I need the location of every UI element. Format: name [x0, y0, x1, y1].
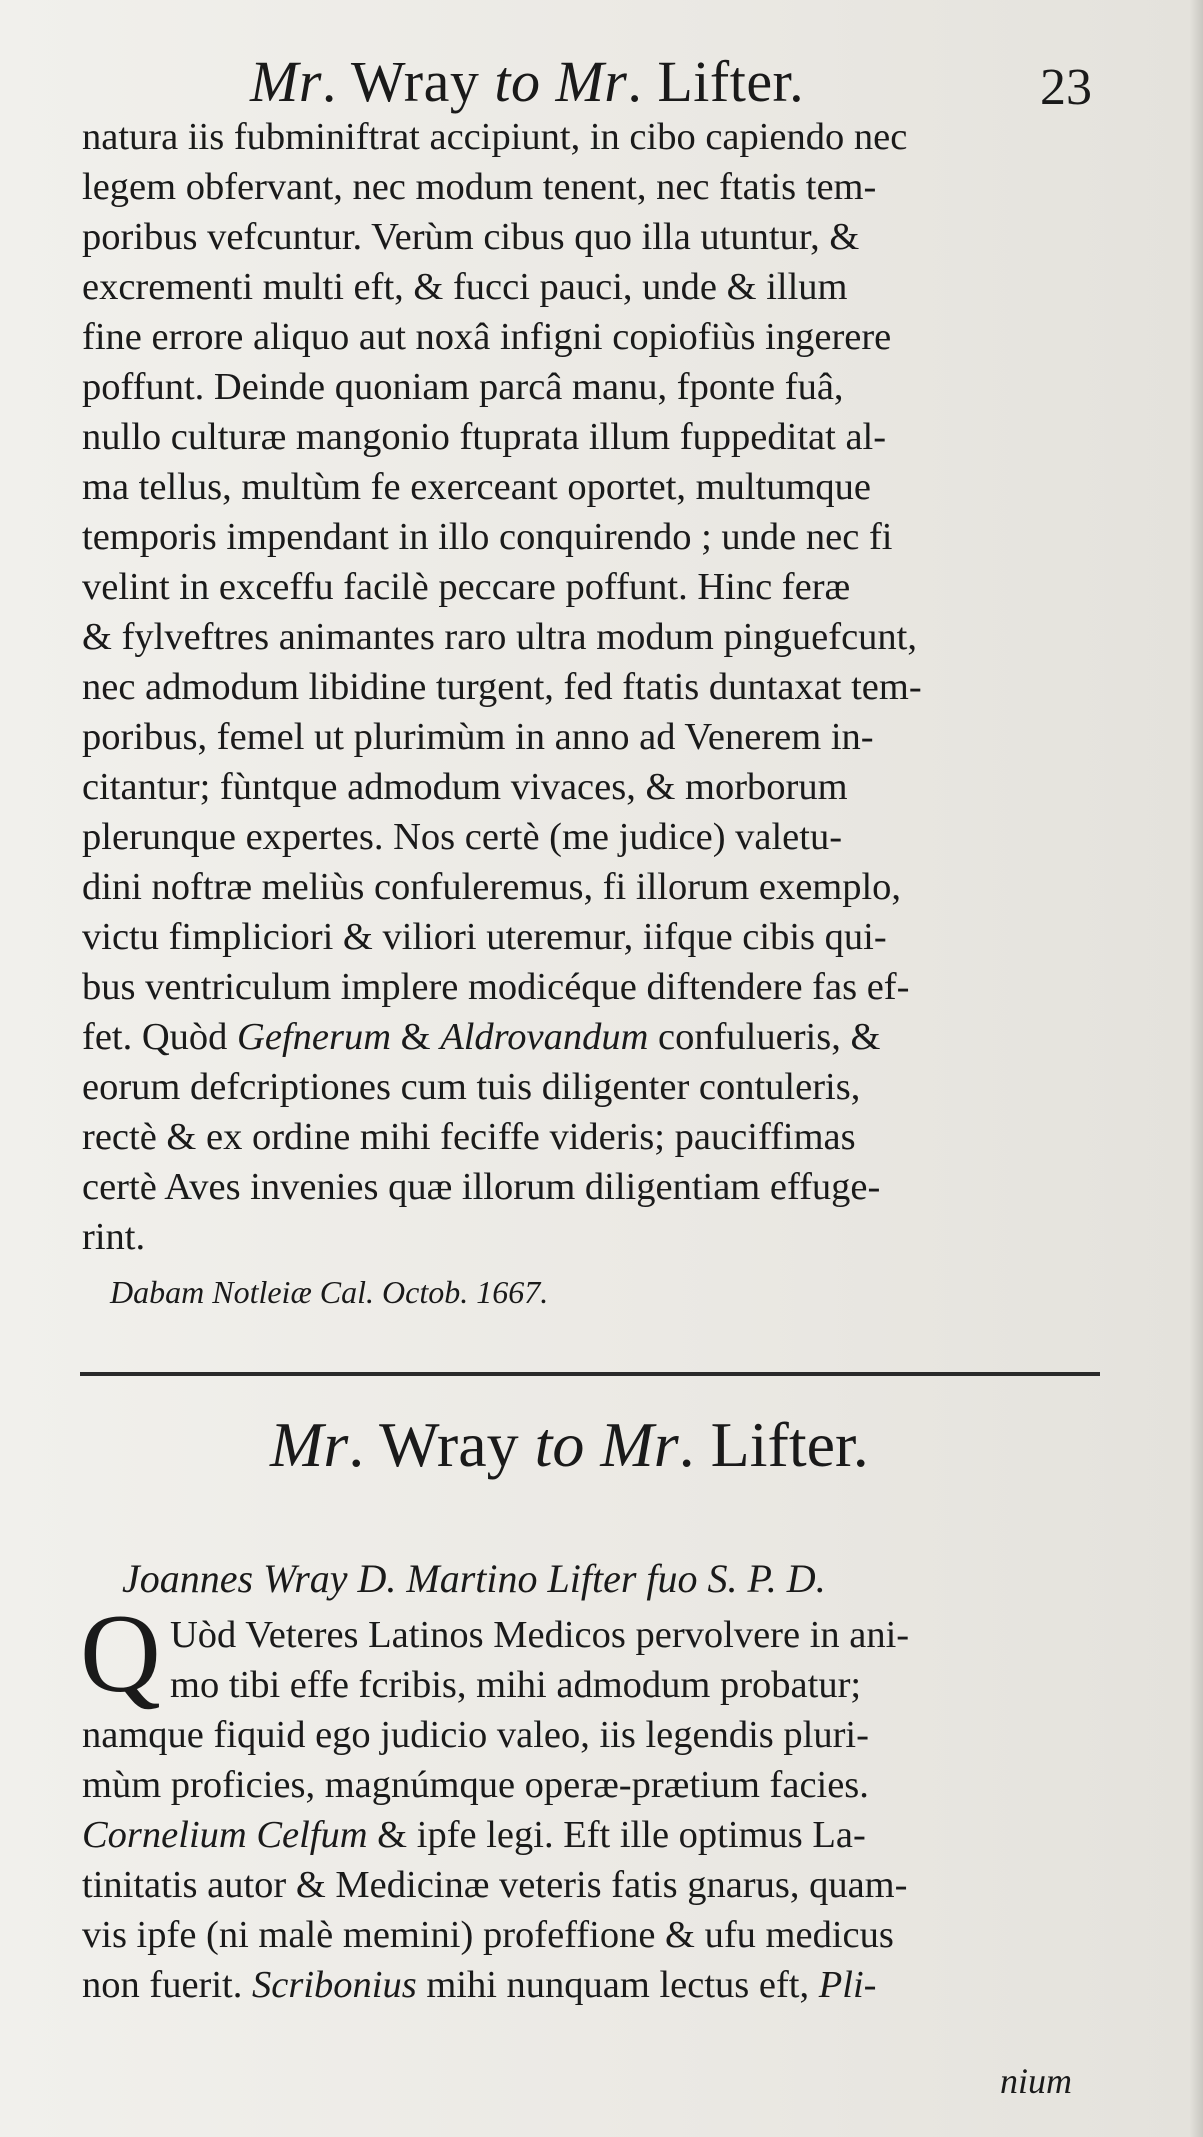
celsum-rest: & ipfe legi. Eft ille optimus La- — [367, 1814, 866, 1856]
drop-cap: Q — [80, 1592, 161, 1716]
text-line: rectè & ex ordine mihi feciffe videris; pauciffimas — [82, 1116, 856, 1158]
text-line: poribus vefcuntur. Verùm cibus quo illa utuntur, & — [82, 216, 860, 258]
text-line: mùm proficies, magnúmque operæ-prætium facies. — [82, 1764, 869, 1806]
text-line: legem obfervant, nec modum tenent, nec ftatis tem- — [82, 166, 877, 208]
catchword: nium — [1000, 2061, 1072, 2101]
text-line: excrementi multi eft, & fucci pauci, unde & illum — [82, 266, 848, 308]
text-line: tinitatis autor & Medicinæ veteris fatis gnarus, quam- — [82, 1864, 908, 1906]
running-head-to: to — [494, 49, 541, 114]
text-line: natura iis fubminiftrat accipiunt, in cibo capiendo nec — [82, 116, 908, 158]
scribonius-a: non fuerit. — [82, 1964, 252, 2006]
text-line: poffunt. Deinde quoniam parcâ manu, fponte fuâ, — [82, 366, 844, 408]
running-head-lister: . Lifter. — [627, 49, 805, 114]
text-line: bus ventriculum implere modicéque diftendere fas ef- — [82, 966, 910, 1008]
running-head-wray: . Wray — [321, 49, 495, 114]
text-line: Uòd Veteres Latinos Medicos pervolvere in ani- — [170, 1614, 910, 1656]
running-head-mr2: Mr — [555, 49, 628, 114]
scribonius-pli: Pli- — [818, 1964, 877, 2006]
text-line: certè Aves invenies quæ illorum diligentiam effuge- — [82, 1166, 881, 1208]
heading-mr1: Mr — [270, 1409, 349, 1480]
section-rule — [80, 1372, 1100, 1376]
celsum-name: Cornelium Celfum — [82, 1814, 368, 1856]
text-line: ma tellus, multùm fe exerceant oportet, multumque — [82, 466, 872, 508]
dateline: Dabam Notleiæ Cal. Octob. 1667. — [110, 1274, 549, 1310]
fet-aldrovandum: Aldrovandum — [440, 1016, 649, 1058]
salutation: Joannes Wray D. Martino Lifter fuo S. P. D. — [122, 1556, 826, 1601]
text-line: temporis impendant in illo conquirendo ; unde nec fi — [82, 516, 893, 558]
scribonius-c: mihi nunquam lectus eft, — [416, 1964, 819, 2006]
text-line-celsum — [82, 1816, 1122, 1855]
text-line: velint in exceffu facilè peccare poffunt. Hinc feræ — [82, 566, 851, 608]
fet-part-e: confulueris, & — [648, 1016, 881, 1058]
text-line: plerunque expertes. Nos certè (me judice) valetu- — [82, 816, 843, 858]
text-line: rint. — [82, 1216, 146, 1258]
heading-to: to — [534, 1409, 585, 1480]
text-line: vis ipfe (ni malè memini) profeffione & ufu medicus — [82, 1914, 894, 1956]
text-line: poribus, femel ut plurimùm in anno ad Venerem in- — [82, 716, 874, 758]
text-line: citantur; fùntque admodum vivaces, & morborum — [82, 766, 848, 808]
text-line: eorum defcriptiones cum tuis diligenter contuleris, — [82, 1066, 861, 1108]
text-line: namque fiquid ego judicio valeo, iis legendis pluri- — [82, 1714, 869, 1756]
page-edge-shadow — [1189, 0, 1203, 2137]
heading-mr2: Mr — [600, 1409, 679, 1480]
running-head-mr1: Mr — [250, 49, 322, 114]
letter-heading — [270, 1408, 869, 1482]
text-line-fet — [82, 1018, 1122, 1057]
text-line: fine errore aliquo aut noxâ infigni copiofiùs ingerere — [82, 316, 892, 358]
fet-gesnerum: Gefnerum — [237, 1016, 392, 1058]
text-line: nec admodum libidine turgent, fed ftatis duntaxat tem- — [82, 666, 922, 708]
text-line: & fylveftres animantes raro ultra modum pinguefcunt, — [82, 616, 917, 658]
text-line-scribonius — [82, 1966, 1122, 2005]
heading-wray: . Wray — [348, 1409, 535, 1480]
heading-lister: . Lifter. — [678, 1409, 869, 1480]
text-line: victu fimpliciori & viliori uteremur, iifque cibis qui- — [82, 916, 887, 958]
fet-part-c: & — [391, 1016, 441, 1058]
running-head — [250, 48, 804, 115]
scribonius-name: Scribonius — [252, 1964, 417, 2006]
text-line: dini noftræ meliùs confuleremus, fi illorum exemplo, — [82, 866, 902, 908]
text-line: nullo culturæ mangonio ftuprata illum fuppeditat al- — [82, 416, 887, 458]
text-line: mo tibi effe fcribis, mihi admodum probatur; — [170, 1664, 862, 1706]
fet-part-a: fet. Quòd — [82, 1016, 238, 1058]
page-number: 23 — [1040, 59, 1092, 116]
